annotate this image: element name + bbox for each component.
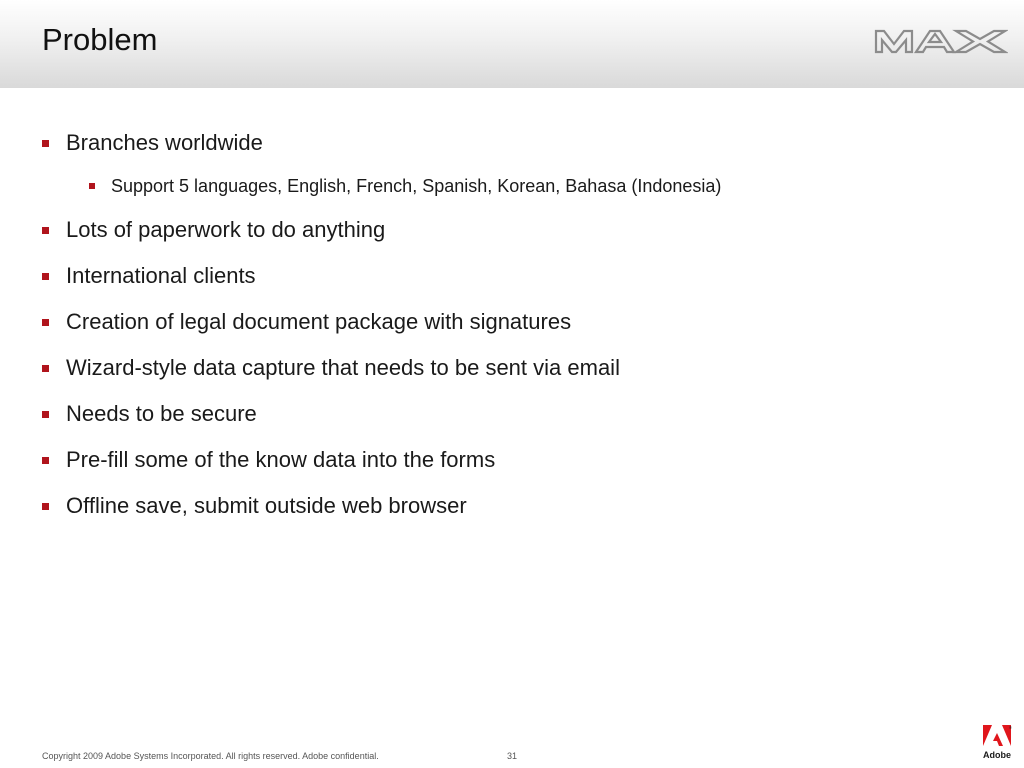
- bullet-text: Wizard-style data capture that needs to be sent via email: [66, 355, 620, 380]
- bullet-square-icon: [42, 457, 49, 464]
- bullet-text: Branches worldwide: [66, 130, 263, 155]
- bullet-square-icon: [42, 365, 49, 372]
- sub-bullet-square-icon: [89, 183, 95, 189]
- bullet-square-icon: [42, 273, 49, 280]
- sub-bullet-text: Support 5 languages, English, French, Spanish, Korean, Bahasa (Indonesia): [111, 176, 722, 196]
- bullet-square-icon: [42, 503, 49, 510]
- slide-title: Problem: [42, 22, 158, 57]
- slide-header: [0, 0, 1024, 88]
- bullet-square-icon: [42, 411, 49, 418]
- bullet-text: Lots of paperwork to do anything: [66, 217, 386, 242]
- bullet-square-icon: [42, 140, 49, 147]
- footer-copyright: Copyright 2009 Adobe Systems Incorporated. All rights reserved. Adobe confidential.: [42, 751, 379, 761]
- bullet-text: Offline save, submit outside web browser: [66, 493, 467, 518]
- max-logo: [874, 28, 1008, 54]
- bullet-text: International clients: [66, 263, 256, 288]
- bullet-square-icon: [42, 227, 49, 234]
- svg-text:®: ®: [1009, 725, 1012, 730]
- bullet-text: Creation of legal document package with signatures: [66, 309, 572, 334]
- page-number: 31: [507, 751, 518, 761]
- adobe-logo: [980, 722, 1014, 762]
- svg-text:Adobe: Adobe: [983, 750, 1011, 760]
- bullet-text: Pre-fill some of the know data into the forms: [66, 447, 496, 472]
- bullet-square-icon: [42, 319, 49, 326]
- bullet-text: Needs to be secure: [66, 401, 257, 426]
